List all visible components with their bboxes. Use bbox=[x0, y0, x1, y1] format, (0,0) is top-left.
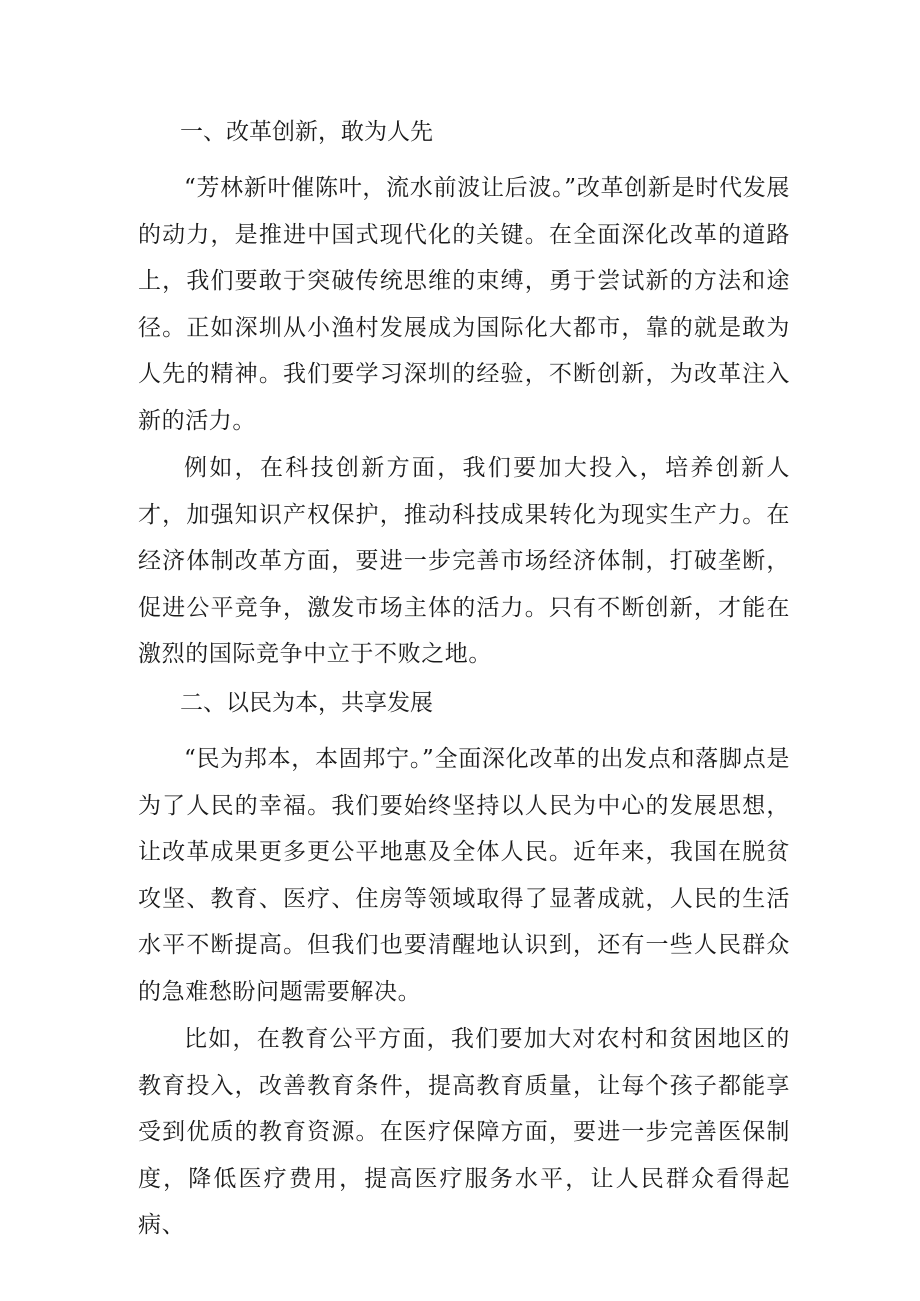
section-2-paragraph-2: 比如，在教育公平方面，我们要加大对农村和贫困地区的教育投入，改善教育条件，提高教育质量，让每个孩子都能享受到优质的教育资源。在医疗保障方面，要进一步完善医保制度，降低医疗费用，提高医疗服务水平，让人民群众看得起病、 bbox=[138, 1026, 790, 1239]
section-2-paragraph-1: “民为邦本，本固邦宁。”全面深化改革的出发点和落脚点是为了人民的幸福。我们要始终坚持以人民为中心的发展思想，让改革成果更多更公平地惠及全体人民。近年来，我国在脱贫攻坚、教育、医疗、住房等领域取得了显著成就，人民的生活水平不断提高。但我们也要清醒地认识到，还有一些人民群众的急难愁盼问题需要解决。 bbox=[138, 746, 790, 1005]
section-heading-1: 一、改革创新，敢为人先 bbox=[180, 119, 433, 145]
section-1-paragraph-2: 例如，在科技创新方面，我们要加大投入，培养创新人才，加强知识产权保护，推动科技成果转化为现实生产力。在经济体制改革方面，要进一步完善市场经济体制，打破垄断，促进公平竞争，激发市场主体的活力。只有不断创新，才能在激烈的国际竞争中立于不败之地。 bbox=[138, 455, 790, 668]
section-1-paragraph-1: “芳林新叶催陈叶，流水前波让后波。”改革创新是时代发展的动力，是推进中国式现代化的关键。在全面深化改革的道路上，我们要敢于突破传统思维的束缚，勇于尝试新的方法和途径。正如深圳从小渔村发展成为国际化大都市，靠的就是敢为人先的精神。我们要学习深圳的经验，不断创新，为改革注入新的活力。 bbox=[138, 175, 790, 434]
section-heading-2: 二、以民为本，共享发展 bbox=[180, 690, 433, 716]
